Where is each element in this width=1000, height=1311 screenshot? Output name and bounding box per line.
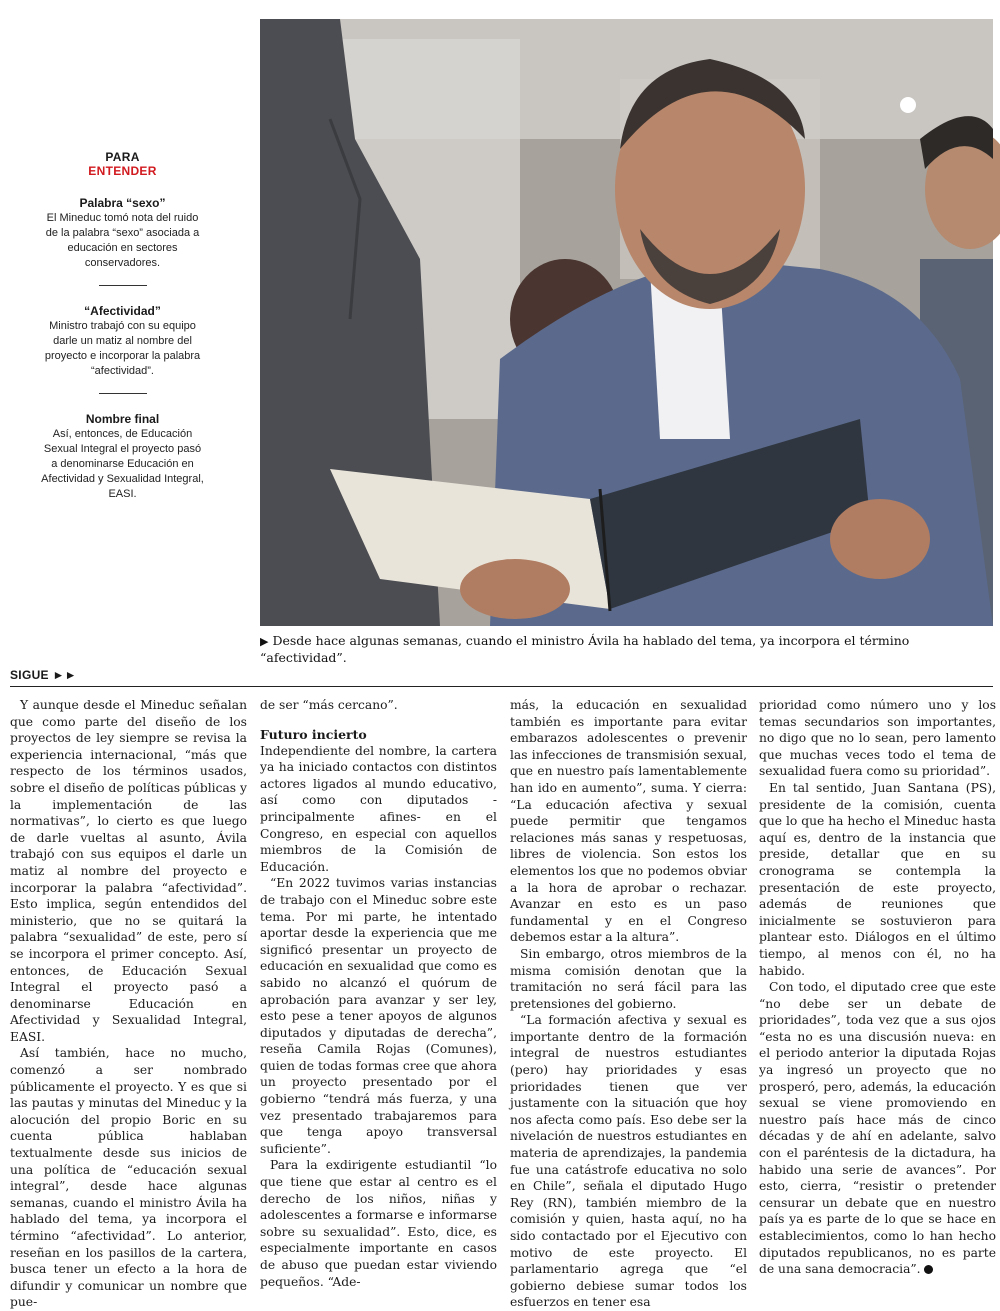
sidebar-item-text: Ministro trabajó con su equipo darle un matiz al nombre del proyecto e incorporar la palabra “afectividad”. — [44, 320, 201, 377]
caption-arrow-icon: ▶ — [260, 635, 269, 648]
sigue-label: SIGUE ►► — [10, 668, 77, 682]
paragraph: Para la exdirigente estudiantil “lo que tiene que estar al centro es el derecho de los niños, niñas y adolescentes a formarse e informarse sobre su sexualidad”. Esto, dice, es especialmente importante en casos de abuso que puedan estar viviendo pequeños. “Ade- — [260, 1158, 497, 1289]
paragraph: En tal sentido, Juan Santana (PS), presidente de la comisión, cuenta que lo que ha hecho el Mineduc hasta aquí es, dentro de la instancia que preside, detallar que en su cronograma se contempla la presentación de este proyecto, además de reuniones que inicialmente se sostuvieron para plantear esto. Diálogos en el último tiempo, al menos con él, no ha habido. — [759, 780, 996, 978]
paragraph: Sin embargo, otros miembros de la misma comisión denotan que la tramitación no será fácil para las pretensiones del gobierno. — [510, 946, 747, 1011]
article-column-2 — [260, 697, 497, 1290]
sidebar-divider — [99, 285, 147, 286]
paragraph-continued: más, la educación en sexualidad también es importante para evitar embarazos adolescentes o prevenir las infecciones de transmisión sexual, que en nuestro país lamentablemente han ido en aumento”, suma. Y cierra: “La educación afectiva y sexual puede permitir que tengamos relaciones más sanas y respetuosas, libres de violencia. Son estos los elementos los que no podemos obviar a la hora de aprobar o rechazar. Avanzar en esto es un paso fundamental y en el Congreso debemos estar a la altura”. — [510, 698, 747, 945]
sidebar-item-title: “Afectividad” — [84, 304, 161, 318]
sidebar-item-text: Así, entonces, de Educación Sexual Integral el proyecto pasó a denominarse Educación en Afectividad y Sexualidad Integral, EASI. — [41, 428, 204, 500]
para-entender-box — [40, 150, 205, 502]
caption-text: Desde hace algunas semanas, cuando el ministro Ávila ha hablado del tema, ya incorpora el término “afectividad”. — [260, 633, 910, 665]
sidebar-kicker-red: ENTENDER — [88, 164, 157, 178]
paragraph-final — [759, 979, 996, 1278]
article-column-4 — [759, 697, 996, 1278]
news-photo — [260, 19, 993, 626]
sidebar-divider — [99, 393, 147, 394]
photo-illustration — [260, 19, 993, 626]
end-of-article-icon — [924, 1265, 933, 1274]
left-hand — [460, 559, 570, 619]
sidebar-item-afectividad — [40, 304, 205, 379]
ceiling-light — [900, 97, 916, 113]
sidebar-kicker-top: PARA — [105, 150, 140, 164]
paragraph: Independiente del nombre, la cartera ya ha iniciado contactos con distintos actores ligados al mundo educativo, así como con diputados -principalmente afines- en el Congreso, en especial con aquellos miembros de la Comisión de Educación. — [260, 743, 497, 874]
paragraph: Así también, hace no mucho, comenzó a ser nombrado públicamente el proyecto. Y es que si las pautas y minutas del Mineduc y la alocución del propio Boric en su cuenta pública hablaban textualmente desde sus inicios de una política de “educación sexual integral”, desde hace algunas semanas, cuando el ministro Ávila ha hablado del tema, ya incorpora el término “afectividad”. Lo anterior, reseñan en los pasillos de la cartera, busca tener un efecto a la hora de difundir y comunicar un nombre que pue- — [10, 1046, 247, 1310]
sidebar-item-sexo — [40, 196, 205, 271]
section-rule — [10, 686, 993, 687]
sidebar-item-nombre-final — [40, 412, 205, 502]
photo-caption — [260, 633, 993, 666]
sidebar-kicker — [40, 150, 205, 178]
paragraph: Y aunque desde el Mineduc señalan que como parte del diseño de los proyectos de ley siempre se revisa la experiencia internacional, “más que respecto de los términos usados, sobre el diseño de políticas públicas y la implementación de las normativas”, lo cierto es que luego de darle vueltas al asunto, Ávila trabajó con sus equipos el darle un matiz al nombre del proyecto e incorporar la palabra “afectividad”. Esto implica, según entendidos del ministerio, que no se quitará la palabra “sexualidad” de este, pero sí se incorpora el primer concepto. Así, entonces, de Educación Sexual Integral el proyecto pasó a denominarse Educación en Afectividad y Sexualidad Integral, EASI. — [10, 698, 247, 1044]
paragraph: “La formación afectiva y sexual es importante dentro de la formación integral de nuestros estudiantes (pero) hay prioridades y esas prioridades tienen que ver justamente con la situación que hoy nos afecta como país. Eso debe ser la nivelación de nuestros estudiantes en materia de aprendizajes, la pandemia fue una catástrofe educativa no solo en Chile”, señala el diputado Hugo Rey (RN), también miembro de la comisión y quien, hasta aquí, no ha sido contactado por el Ejecutivo con motivo de este proyecto. El parlamentario agrega que “el gobierno debiese sumar todos los esfuerzos en tener esa — [510, 1013, 747, 1310]
final-text: Con todo, el diputado cree que este “no debe ser un debate de prioridades”, toda vez que a sus ojos “esta no es una discusión nueva: en el periodo anterior la diputada Rojas ya ingresó un proyecto que no prosperó, pero, además, la educación sexual se viene promoviendo en nuestro país hace más de cinco décadas y de ahí en adelante, salvo con el paréntesis de la dictadura, ha habido una serie de avances”. Por esto, cierra, “resistir o pretender censurar un debate que en nuestro país ya es parte de lo que se hace en establecimientos, como lo han hecho diputados republicanos, no es parte de una sana democracia”. — [759, 980, 996, 1277]
article-column-3 — [510, 697, 747, 1311]
paragraph-continued: de ser “más cercano”. — [260, 698, 398, 712]
sidebar-item-text: El Mineduc tomó nota del ruido de la palabra “sexo” asociada a educación en sectores conservadores. — [45, 212, 200, 269]
subheading: Futuro incierto — [260, 726, 367, 742]
sidebar-item-title: Palabra “sexo” — [79, 196, 166, 210]
right-hand — [830, 499, 930, 579]
sidebar-item-title: Nombre final — [85, 412, 160, 426]
paragraph-continued: prioridad como número uno y los temas secundarios son importantes, no digo que no lo sean, pero lamento que muchas veces todo el tema de sexualidad fuera como su prioridad”. — [759, 698, 996, 779]
paragraph: “En 2022 tuvimos varias instancias de trabajo con el Mineduc sobre este tema. Por mi parte, he intentado aportar desde la experiencia que me significó presentar un proyecto de educación en sexualidad que como es sabido no alcanzó el quórum de aprobación para avanzar y ser ley, esto pese a tener apoyos de algunos diputados y diputadas de derecha”, reseña Camila Rojas (Comunes), quien de todas formas cree que ahora un proyecto presentado por el gobierno “tendrá más fuerza, y una vez presentado trabajaremos para que tenga apoyo transversal suficiente”. — [260, 876, 497, 1156]
article-column-1 — [10, 697, 247, 1311]
